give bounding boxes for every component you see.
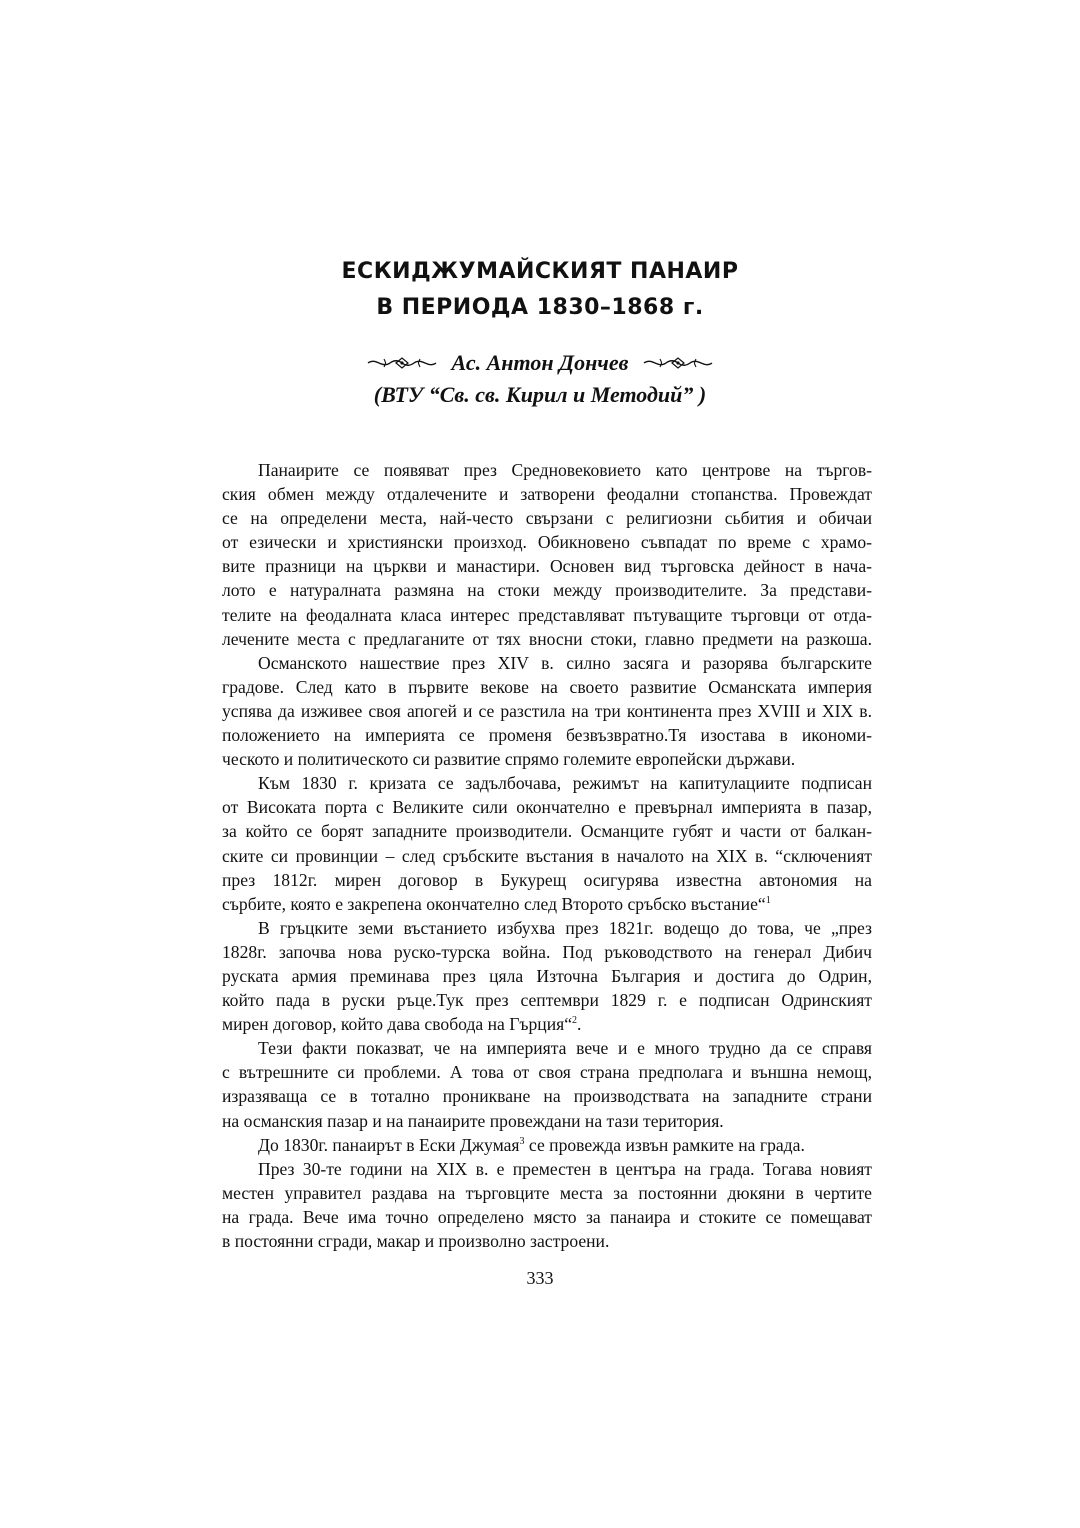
text-line: успява да изживее своя апогей и се разстила на три континента през XVIII и XIX в. <box>222 700 872 721</box>
text-line: градове. След като в първите векове на своето развитие Османската империя <box>222 676 872 697</box>
text-line: В гръцките земи въстанието избухва през 1821г. водещо до това, че „през <box>258 917 872 938</box>
text-line: в постоянни сгради, макар и произволно застроени. <box>222 1231 610 1251</box>
text-line: от Високата порта с Великите сили окончателно е превърнал империята в пазар, <box>222 797 872 818</box>
ornament-right-icon <box>642 355 714 371</box>
article-title-line-1: ЕСКИДЖУМАЙСКИЯТ ПАНАИР <box>341 259 739 284</box>
footnote-marker: 3 <box>519 1135 525 1147</box>
footnote-marker: 1 <box>765 894 771 906</box>
text-line: Панаирите се появяват през Средновековието като центрове на търгов- <box>258 460 872 480</box>
text-fragment: До 1830г. панаирът в Ески Джумая <box>258 1134 520 1155</box>
text-line: изразяваща се в тотално проникване на производствата на западните страни <box>222 1086 872 1107</box>
text-line: Османското нашествие през XIV в. силно засяга и разорява българските <box>258 652 872 673</box>
paragraph <box>222 1036 872 1132</box>
text-line: Към 1830 г. кризата се задълбочава, режимът на капитулациите подписан <box>258 773 872 794</box>
author-affiliation: (ВТУ “Св. св. Кирил и Методий” ) <box>373 382 707 407</box>
text-line: на града. Вече има точно определено място за панаира и стоките се помещават <box>222 1206 872 1227</box>
text-line <box>222 1012 872 1036</box>
text-fragment: . <box>577 1014 582 1035</box>
text-line: от езически и християнски произход. Обикновено съвпадат по време с храмо- <box>222 532 872 553</box>
text-line: лото е натуралната размяна на стоки между производителите. За представи- <box>222 580 872 601</box>
footnote-marker: 2 <box>572 1015 578 1027</box>
text-line <box>222 892 872 916</box>
paragraph <box>222 651 872 771</box>
text-line: за който се борят западните производители. Османците губят и части от балкан- <box>222 821 872 842</box>
paragraph <box>222 1157 872 1253</box>
text-line <box>222 1133 872 1157</box>
text-line: местен управител раздава на търговците места за постоянни дюкяни в чертите <box>222 1182 872 1203</box>
paragraph <box>222 1133 872 1157</box>
paragraph <box>222 771 872 916</box>
text-line: вите празници на църкви и манастири. Основен вид търговска дейност в нача- <box>222 556 872 577</box>
text-line: на османския пазар и на панаирите провеждани на тази територия. <box>222 1110 724 1131</box>
page-number: 333 <box>526 1268 554 1288</box>
text-line: телите на феодалната класа интерес представляват пътуващите търговци от отда- <box>222 604 872 625</box>
text-line: През 30-те години на XIX в. е преместен в центъра на града. Тогава новият <box>258 1158 872 1179</box>
article-title <box>0 254 1080 326</box>
text-line: Тези факти показват, че на империята вече и е много трудно да се справя <box>258 1038 872 1059</box>
text-line: се на определени места, най-често свързани с религиозни сьбития и обичаи <box>222 508 872 529</box>
text-line: лечените места с предлаганите от тях вносни стоки, главно предмети на разкоша. <box>222 628 872 649</box>
text-fragment: мирен договор, който дава свобода на Гърция“ <box>222 1014 573 1035</box>
paragraph <box>222 916 872 1036</box>
author-line <box>0 350 1080 376</box>
text-line: ските си провинции – след сръбските въстания в началото на XIX в. “сключеният <box>222 845 872 866</box>
text-line: руската армия преминава през цяла Източна България и достига до Одрин, <box>222 965 872 986</box>
article-title-line-2: В ПЕРИОДА 1830–1868 г. <box>376 295 704 320</box>
text-line: който пада в руски ръце.Тук през септември 1829 г. е подписан Одринският <box>222 990 872 1011</box>
text-line: с вътрешните си проблеми. А това от своя страна предполага и външна немощ, <box>222 1062 872 1083</box>
text-line: през 1812г. мирен договор в Букурещ осигурява известна автономия на <box>222 869 872 890</box>
text-fragment: сърбите, която е закрепена окончателно след Второто сръбско въстание“ <box>222 893 766 914</box>
author-name: Ас. Антон Дончев <box>451 350 629 375</box>
text-line: ческото и политическото си развитие спрямо големите европейски държави. <box>222 749 796 770</box>
text-fragment: се провежда извън рамките на града. <box>524 1134 805 1155</box>
paragraph <box>222 458 872 651</box>
text-line: положението на империята се променя безвъзвратно.Тя изостава в икономи- <box>222 725 872 746</box>
ornament-left-icon <box>366 355 438 371</box>
text-line: 1828г. започва нова руско-турска война. Под ръководството на генерал Дибич <box>222 941 872 962</box>
text-line: ския обмен между отдалечените и затворени феодални стопанства. Провеждат <box>222 484 872 505</box>
article-body <box>222 458 872 1253</box>
